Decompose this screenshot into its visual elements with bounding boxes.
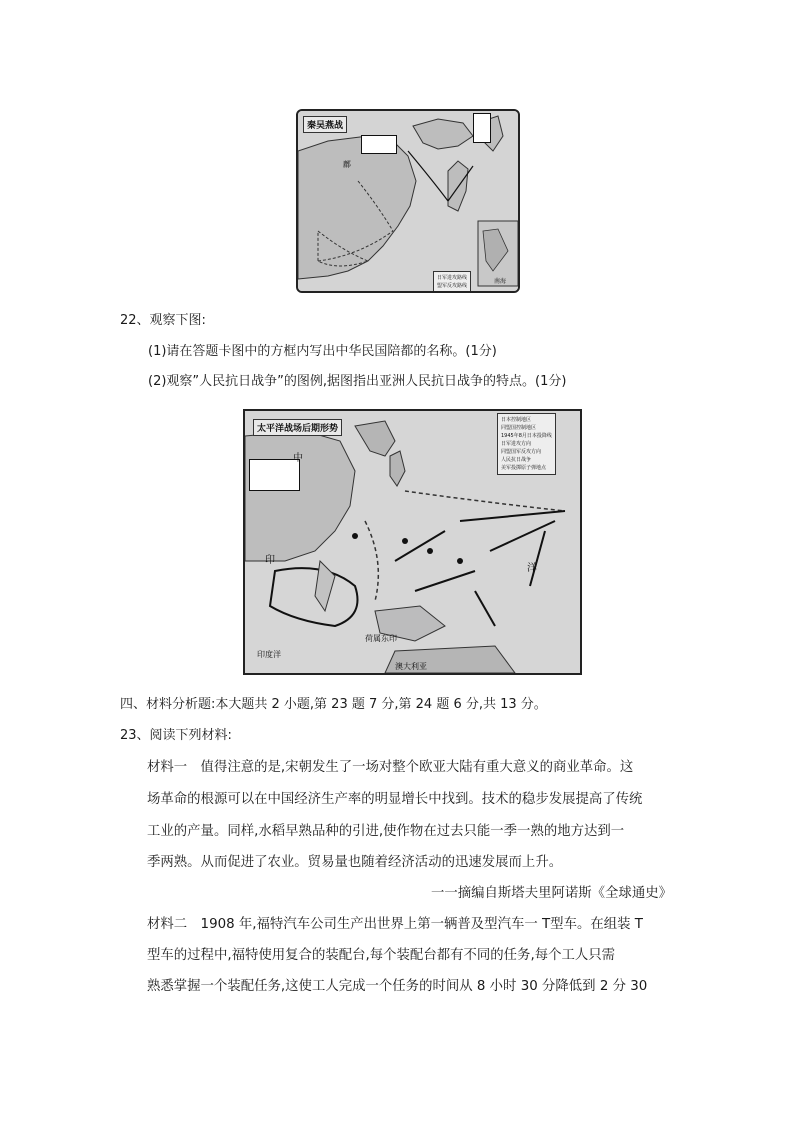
- question-22-item-2: (2)观察”人民抗日战争”的图例,据图指出亚洲人民抗日战争的特点。(1分): [148, 374, 567, 389]
- map-1-label: 鄜: [343, 160, 351, 169]
- map-2-legend-item: 人民抗日战争: [501, 457, 532, 463]
- war-map-image-1: [296, 109, 520, 293]
- map-2-legend-item: 同盟国控制地区: [501, 425, 537, 431]
- map-2-label-australia: 澳大利亚: [395, 662, 427, 671]
- map-1-corner-label: 南海: [494, 278, 507, 285]
- question-22-item-1: (1)请在答题卡图中的方框内写出中华民国陪都的名称。(1分): [148, 344, 497, 359]
- map-2-legend-item: 日军进攻方向: [501, 441, 532, 447]
- material-1-line-4: 季两熟。从而促进了农业。贸易量也随着经济活动的迅速发展而上升。: [147, 855, 563, 870]
- map-1-small-box: [473, 113, 491, 143]
- map-2-legend: [497, 413, 556, 475]
- map-1-title: 秦吴燕战: [303, 116, 347, 133]
- map-2-label-china: 中: [293, 453, 303, 464]
- material-2-line-1: 材料二 1908 年,福特汽车公司生产出世界上第一辆普及型汽车一 T型车。在组装 T: [147, 917, 643, 932]
- question-23-heading: 23、阅读下列材料:: [120, 728, 232, 743]
- map-2-label-dutch-east-indies: 荷属东印: [365, 634, 397, 643]
- material-2-line-3: 熟悉掌握一个装配任务,这使工人完成一个任务的时间从 8 小时 30 分降低到 2 分 30: [147, 979, 648, 994]
- map-2-legend-item: 美军投掷原子弹地点: [501, 465, 547, 471]
- map-2-legend-item: 1945年8月日本投降线: [501, 433, 552, 439]
- material-1-line-1: 材料一 值得注意的是,宋朝发生了一场对整个欧亚大陆有重大意义的商业革命。这: [147, 760, 634, 775]
- material-1-source: 一一摘编自斯塔夫里阿诺斯《全球通史》: [430, 886, 672, 901]
- map-1-legend: [433, 271, 471, 293]
- war-map-image-2: [243, 409, 582, 675]
- map-1-legend-item: 日军进攻路线: [437, 275, 468, 281]
- map-2-legend-item: 同盟国军反攻方向: [501, 449, 542, 455]
- map-2-label-indian-ocean: 印度洋: [257, 650, 281, 659]
- map-2-title: 太平洋战场后期形势: [253, 419, 342, 436]
- map-1-answer-box: [361, 135, 397, 154]
- map-2-label-india: 印: [265, 555, 275, 566]
- material-1-line-3: 工业的产量。同样,水稻早熟品种的引进,使作物在过去只能一季一熟的地方达到一: [147, 824, 625, 839]
- map-2-label-pacific: 洋: [527, 563, 537, 574]
- material-1-line-2: 场革命的根源可以在中国经济生产率的明显增长中找到。技术的稳步发展提高了传统: [147, 792, 643, 807]
- question-22-heading: 22、观察下图:: [120, 313, 206, 328]
- map-2-legend-item: 日本控制地区: [501, 417, 532, 423]
- material-2-line-2: 型车的过程中,福特使用复合的装配台,每个装配台都有不同的任务,每个工人只需: [147, 948, 616, 963]
- section-4-heading: 四、材料分析题:本大题共 2 小题,第 23 题 7 分,第 24 题 6 分,共 13 分。: [120, 697, 547, 712]
- map-1-legend-item: 盟军反攻路线: [437, 283, 468, 289]
